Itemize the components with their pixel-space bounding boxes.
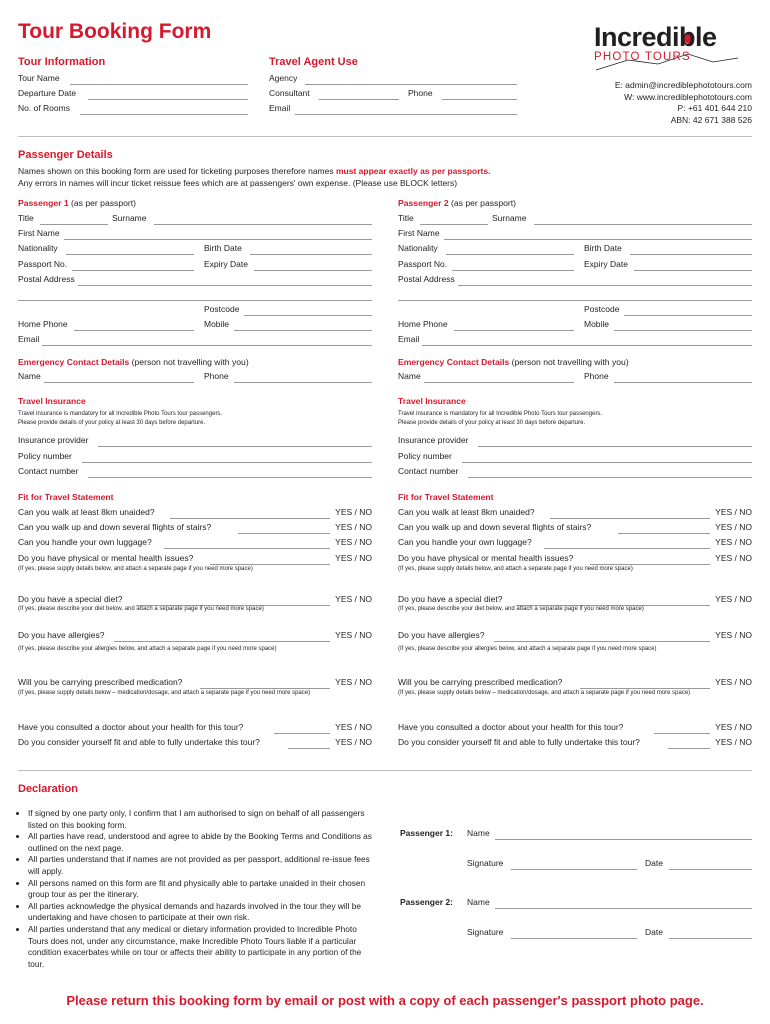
email-field[interactable] [398, 334, 752, 346]
departure-date-label: Departure Date [18, 88, 77, 98]
insurance-provider-label: Insurance provider [398, 435, 469, 445]
allergies-note: (If yes, please describe your allergies below, and attach a separate page if you need more space) [398, 646, 657, 652]
passport-no-field[interactable] [18, 259, 194, 271]
divider [18, 770, 752, 771]
question-allergies-label: Do you have allergies? [18, 630, 105, 640]
home-phone-field[interactable] [398, 319, 574, 331]
emergency-phone-field[interactable] [204, 371, 372, 383]
signature-label: Signature [467, 858, 504, 868]
question-stairs-label: Can you walk up and down several flights of stairs? [18, 522, 212, 532]
declaration-list [18, 808, 372, 970]
question-doctor-label: Have you consulted a doctor about your health for this tour? [18, 722, 244, 732]
expiry-date-field[interactable] [204, 259, 372, 271]
question-fit-label: Do you consider yourself fit and able to fully undertake this tour? [18, 737, 260, 747]
agent-phone-field[interactable] [408, 88, 517, 100]
tour-info-heading: Tour Information [18, 56, 106, 68]
passenger-details-heading: Passenger Details [18, 149, 113, 161]
emergency-name-label: Name [18, 371, 41, 381]
declaration-item: • All parties have read, understood and agree to abide by the Booking Terms and Conditions as outlined on the next page. [28, 831, 372, 854]
policy-number-field[interactable] [398, 451, 752, 463]
emergency-heading: Emergency Contact Details (person not travelling with you) [398, 357, 629, 367]
question-allergies-label: Do you have allergies? [398, 630, 485, 640]
contact-number-field[interactable] [398, 466, 752, 478]
emergency-phone-field[interactable] [584, 371, 752, 383]
sign-name-label: Name [467, 828, 490, 838]
mobile-label: Mobile [204, 319, 230, 329]
passenger-2-column [398, 196, 753, 756]
passenger-heading: Passenger 2 (as per passport) [398, 198, 516, 208]
insurance-heading: Travel Insurance [398, 396, 466, 406]
yes-no-option[interactable]: YES / NO [715, 507, 752, 517]
logo [588, 18, 748, 78]
home-phone-label: Home Phone [18, 319, 68, 329]
question-luggage-label: Can you handle your own luggage? [18, 537, 152, 547]
declaration-heading: Declaration [18, 783, 78, 795]
sign-name-1-field[interactable] [467, 828, 752, 840]
question-medication-label: Will you be carrying prescribed medication? [398, 677, 563, 687]
address-line-2[interactable] [18, 300, 372, 301]
question-medication-label: Will you be carrying prescribed medication? [18, 677, 183, 687]
fitness-heading: Fit for Travel Statement [18, 492, 114, 502]
consultant-field[interactable] [269, 88, 399, 100]
question-fit-label: Do you consider yourself fit and able to fully undertake this tour? [398, 737, 640, 747]
departure-date-field[interactable] [18, 88, 248, 100]
fitness-heading: Fit for Travel Statement [398, 492, 494, 502]
question-diet[interactable] [398, 594, 752, 606]
passenger-1-column [18, 196, 373, 756]
allergies-note: (If yes, please describe your allergies below, and attach a separate page if you need more space) [18, 646, 277, 652]
postcode-field[interactable] [204, 304, 372, 316]
agent-phone-label: Phone [408, 88, 433, 98]
question-medication[interactable] [18, 677, 372, 689]
expiry-date-label: Expiry Date [584, 259, 628, 269]
question-medication[interactable] [398, 677, 752, 689]
surname-label: Surname [112, 213, 147, 223]
postcode-field[interactable] [584, 304, 752, 316]
diet-note: (If yes, please describe your diet below, and attach a separate page if you need more space) [18, 606, 264, 612]
address-line-2[interactable] [398, 300, 752, 301]
declaration-item: • All persons named on this form are fit and physically able to partake unaided in their chosen group tour as per the itinerary. [28, 878, 372, 901]
health-note: (If yes, please supply details below, and attach a separate page if you need more space) [398, 566, 633, 572]
question-doctor[interactable] [398, 722, 752, 734]
contact-number-label: Contact number [398, 466, 459, 476]
expiry-date-label: Expiry Date [204, 259, 248, 269]
passenger-heading: Passenger 1 (as per passport) [18, 198, 136, 208]
insurance-provider-label: Insurance provider [18, 435, 89, 445]
passenger-2-sign-label: Passenger 2: [400, 897, 453, 907]
passport-note [18, 166, 490, 176]
first-name-field[interactable] [398, 228, 752, 240]
question-diet[interactable] [18, 594, 372, 606]
emergency-name-field[interactable] [18, 371, 194, 383]
date-label: Date [645, 927, 663, 937]
signature-1-field[interactable] [467, 858, 637, 870]
logo-main-text: Incredible [594, 22, 717, 52]
passenger-1-sign-label: Passenger 1: [400, 828, 453, 838]
postal-address-field[interactable] [398, 274, 752, 286]
consultant-label: Consultant [269, 88, 310, 98]
nationality-label: Nationality [398, 243, 438, 253]
title-field[interactable] [18, 213, 108, 225]
question-luggage-label: Can you handle your own luggage? [398, 537, 532, 547]
declaration-item: • All parties acknowledge the physical demands and hazards involved in the tour they will be undertaking and have chosen to participate at their own risk. [28, 901, 372, 924]
mobile-field[interactable] [584, 319, 752, 331]
question-health[interactable] [18, 553, 372, 565]
tour-name-field[interactable] [18, 73, 248, 85]
title-field[interactable] [398, 213, 488, 225]
home-phone-label: Home Phone [398, 319, 448, 329]
yes-no-option[interactable]: YES / NO [335, 522, 372, 532]
yes-no-option[interactable]: YES / NO [715, 722, 752, 732]
birth-date-label: Birth Date [584, 243, 622, 253]
question-allergies[interactable] [398, 630, 752, 642]
divider [18, 136, 752, 137]
question-diet-label: Do you have a special diet? [18, 594, 123, 604]
surname-label: Surname [492, 213, 527, 223]
medication-note: (If yes, please supply details below – medication/dosage, and attach a separate page if you need more space) [18, 690, 311, 696]
contact-number-label: Contact number [18, 466, 79, 476]
title-label: Title [18, 213, 34, 223]
emergency-name-field[interactable] [398, 371, 574, 383]
first-name-label: First Name [18, 228, 60, 238]
date-1-field[interactable] [645, 858, 752, 870]
date-label: Date [645, 858, 663, 868]
title-label: Title [398, 213, 414, 223]
first-name-field[interactable] [18, 228, 372, 240]
question-doctor-label: Have you consulted a doctor about your health for this tour? [398, 722, 624, 732]
rooms-field[interactable] [18, 103, 248, 115]
contact-number-field[interactable] [18, 466, 372, 478]
declaration-item: • All parties understand that any medical or dietary information provided to Incredible Photo Tours does not, under any circumstance, make Incredible Photo Tours liable if a particular condition exacerbates while on tour or affects their ability to participate in any portion of the tour. [28, 924, 372, 970]
logo-sub-text: PHOTO TOURS [594, 51, 691, 63]
yes-no-option[interactable]: YES / NO [335, 537, 372, 547]
medication-note: (If yes, please supply details below – medication/dosage, and attach a separate page if you need more space) [398, 690, 691, 696]
question-walk[interactable] [18, 507, 372, 519]
declaration-item: • All parties understand that if names are not provided as per passport, additional re-issue fees will apply. [28, 854, 372, 877]
email-label: Email [398, 334, 420, 344]
passport-note-emphasis: must appear exactly as per passports. [335, 166, 491, 176]
question-diet-label: Do you have a special diet? [398, 594, 503, 604]
contact-abn: ABN: 42 671 388 526 [670, 114, 752, 125]
yes-no-option[interactable]: YES / NO [715, 537, 752, 547]
surname-field[interactable] [112, 213, 372, 225]
passport-note-text: Names shown on this booking form are used for ticketing purposes therefore names [18, 166, 336, 176]
yes-no-option[interactable]: YES / NO [335, 677, 372, 687]
mobile-label: Mobile [584, 319, 610, 329]
question-health[interactable] [398, 553, 752, 565]
sign-name-label: Name [467, 897, 490, 907]
emergency-phone-label: Phone [204, 371, 229, 381]
nationality-field[interactable] [18, 243, 194, 255]
postcode-label: Postcode [204, 304, 240, 314]
postal-address-field[interactable] [18, 274, 372, 286]
agent-email-field[interactable] [269, 103, 517, 115]
email-label: Email [18, 334, 40, 344]
insurance-note-2: Please provide details of your policy at least 30 days before departure. [18, 420, 206, 426]
contact-block [615, 80, 752, 126]
first-name-label: First Name [398, 228, 440, 238]
diet-note: (If yes, please describe your diet below, and attach a separate page if you need more space) [398, 606, 644, 612]
reissue-note: Any errors in names will incur ticket reissue fees which are at passengers' own expense. (Please use BLOCK letters) [18, 178, 458, 188]
contact-email: E: admin@incrediblephototours.com [614, 80, 752, 90]
health-note: (If yes, please supply details below, and attach a separate page if you need more space) [18, 566, 253, 572]
policy-number-field[interactable] [18, 451, 372, 463]
insurance-note-1: Travel insurance is mandatory for all Incredible Photo Tours tour passengers. [18, 411, 223, 417]
yes-no-option[interactable]: YES / NO [335, 722, 372, 732]
rooms-label: No. of Rooms [18, 103, 70, 113]
yes-no-option[interactable]: YES / NO [335, 594, 372, 604]
insurance-provider-field[interactable] [18, 435, 372, 447]
yes-no-option[interactable]: YES / NO [335, 507, 372, 517]
question-stairs[interactable] [18, 522, 372, 534]
home-phone-field[interactable] [18, 319, 194, 331]
policy-number-label: Policy number [398, 451, 452, 461]
insurance-note-1: Travel insurance is mandatory for all Incredible Photo Tours tour passengers. [398, 411, 603, 417]
postcode-label: Postcode [584, 304, 620, 314]
mobile-field[interactable] [204, 319, 372, 331]
emergency-phone-label: Phone [584, 371, 609, 381]
emergency-heading: Emergency Contact Details (person not travelling with you) [18, 357, 249, 367]
question-stairs[interactable] [398, 522, 752, 534]
declaration-item: • If signed by one party only, I confirm that I am authorised to sign on behalf of all passengers listed on this booking form. [28, 808, 372, 831]
yes-no-option[interactable]: YES / NO [335, 630, 372, 640]
contact-web: W: www.incrediblephototours.com [624, 91, 752, 102]
emergency-name-label: Name [398, 371, 421, 381]
question-walk-label: Can you walk at least 8km unaided? [18, 507, 155, 517]
agent-email-label: Email [269, 103, 291, 113]
postal-address-label: Postal Address [18, 274, 75, 284]
date-2-field[interactable] [645, 927, 752, 939]
question-health-label: Do you have physical or mental health issues? [398, 553, 574, 563]
question-allergies[interactable] [18, 630, 372, 642]
contact-phone: P: +61 401 644 210 [677, 103, 752, 114]
passport-no-label: Passport No. [398, 259, 448, 269]
question-stairs-label: Can you walk up and down several flights of stairs? [398, 522, 592, 532]
tour-name-label: Tour Name [18, 73, 60, 83]
yes-no-option[interactable]: YES / NO [715, 594, 752, 604]
policy-number-label: Policy number [18, 451, 72, 461]
passport-no-field[interactable] [398, 259, 574, 271]
birth-date-field[interactable] [204, 243, 372, 255]
yes-no-option[interactable]: YES / NO [335, 553, 372, 563]
question-luggage[interactable] [18, 537, 372, 549]
page-title: Tour Booking Form [18, 20, 212, 43]
footer-note: Please return this booking form by email or post with a copy of each passenger's passport photo page. [66, 993, 704, 1008]
surname-field[interactable] [492, 213, 752, 225]
yes-no-option[interactable]: YES / NO [715, 737, 752, 747]
expiry-date-field[interactable] [584, 259, 752, 271]
agent-heading: Travel Agent Use [269, 56, 358, 68]
yes-no-option[interactable]: YES / NO [715, 630, 752, 640]
question-doctor[interactable] [18, 722, 372, 734]
signature-label: Signature [467, 927, 504, 937]
yes-no-option[interactable]: YES / NO [715, 553, 752, 563]
yes-no-option[interactable]: YES / NO [715, 677, 752, 687]
question-walk[interactable] [398, 507, 752, 519]
postal-address-label: Postal Address [398, 274, 455, 284]
yes-no-option[interactable]: YES / NO [335, 737, 372, 747]
nationality-field[interactable] [398, 243, 574, 255]
insurance-provider-field[interactable] [398, 435, 752, 447]
yes-no-option[interactable]: YES / NO [715, 522, 752, 532]
nationality-label: Nationality [18, 243, 58, 253]
question-luggage[interactable] [398, 537, 752, 549]
question-health-label: Do you have physical or mental health issues? [18, 553, 194, 563]
question-walk-label: Can you walk at least 8km unaided? [398, 507, 535, 517]
question-fit[interactable] [398, 737, 752, 749]
insurance-note-2: Please provide details of your policy at least 30 days before departure. [398, 420, 586, 426]
birth-date-label: Birth Date [204, 243, 242, 253]
birth-date-field[interactable] [584, 243, 752, 255]
email-field[interactable] [18, 334, 372, 346]
agency-field[interactable] [269, 73, 517, 85]
signature-2-field[interactable] [467, 927, 637, 939]
passport-no-label: Passport No. [18, 259, 68, 269]
question-fit[interactable] [18, 737, 372, 749]
insurance-heading: Travel Insurance [18, 396, 86, 406]
sign-name-2-field[interactable] [467, 897, 752, 909]
agency-label: Agency [269, 73, 298, 83]
